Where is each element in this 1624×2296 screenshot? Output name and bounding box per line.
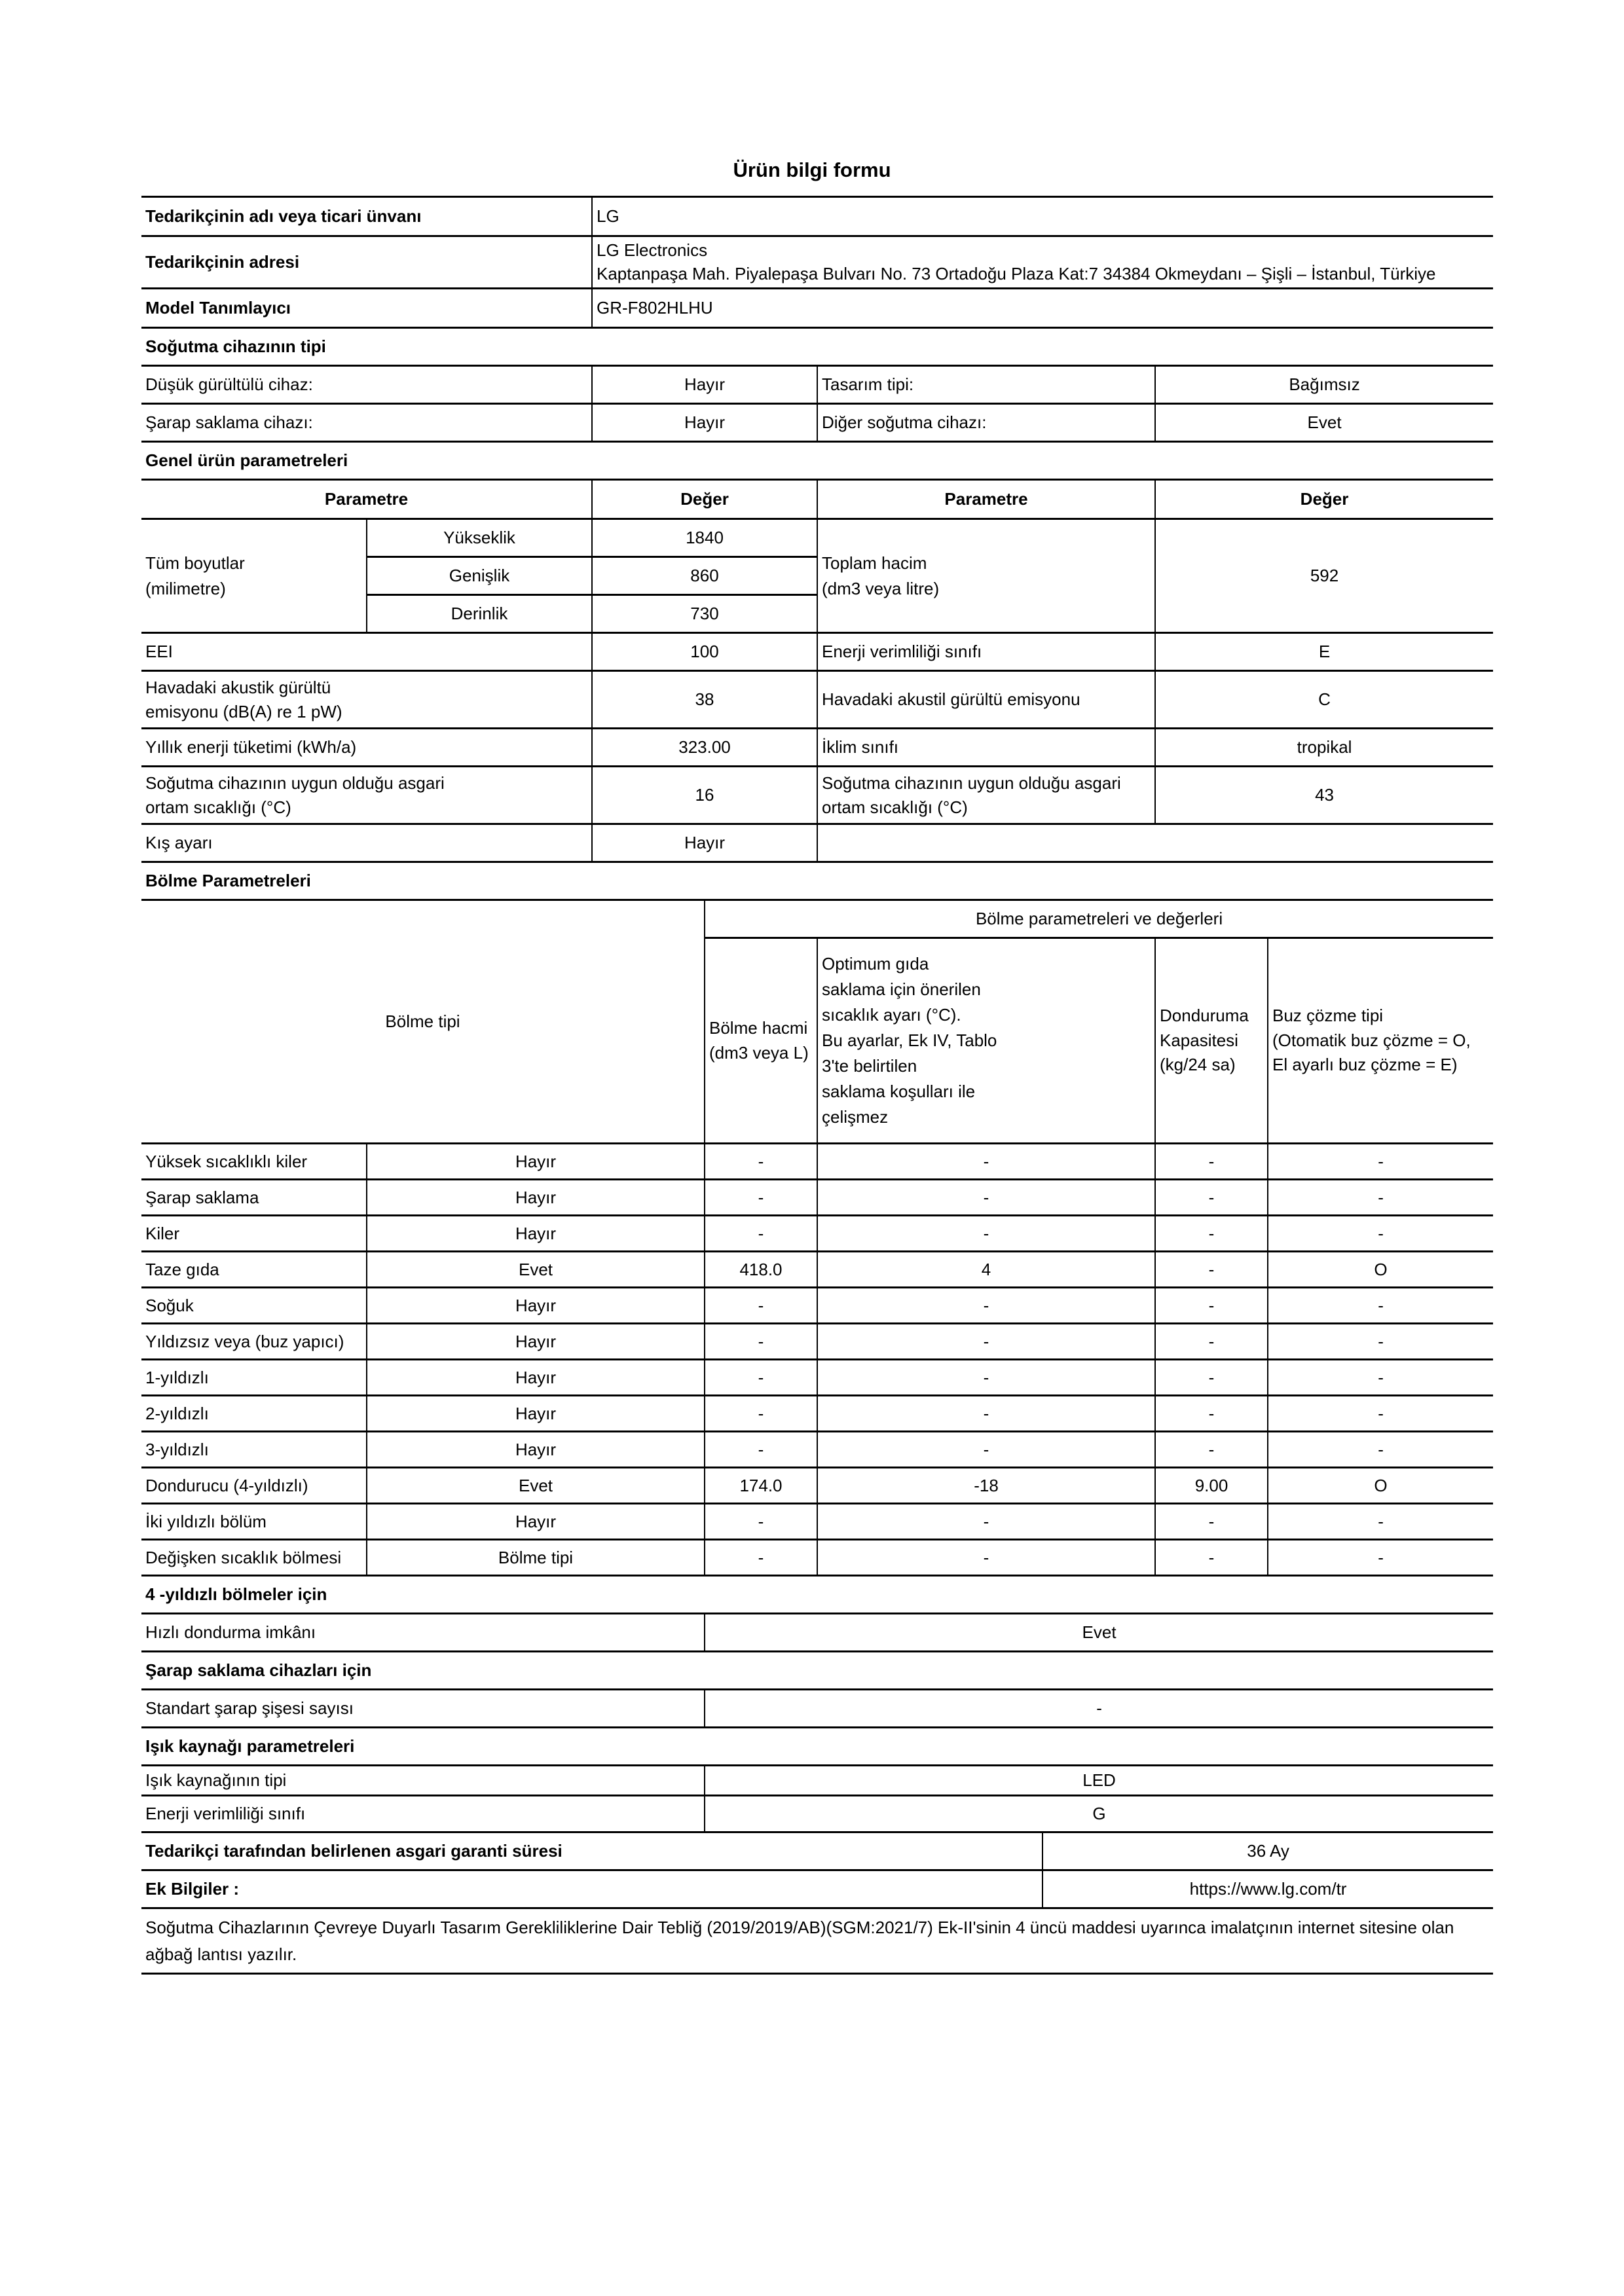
- compartment-freeze-capacity: -: [1155, 1360, 1268, 1396]
- compartment-volume: -: [705, 1360, 817, 1396]
- compartment-freeze-capacity: -: [1155, 1144, 1268, 1180]
- four-star-heading-row: [141, 1576, 1493, 1614]
- noise-value: 38: [592, 671, 817, 729]
- compartment-row: [141, 1432, 1493, 1468]
- temp-header-line: saklama koşulları ile: [822, 1082, 976, 1101]
- footer-note-row: [141, 1908, 1493, 1974]
- general-header-row: [141, 480, 1493, 519]
- compartment-temp: 4: [817, 1252, 1155, 1288]
- supplier-address-line1: LG Electronics: [597, 240, 708, 261]
- design-type-value: Bağımsız: [1155, 366, 1493, 404]
- value-header-left: Değer: [592, 480, 817, 519]
- noise-label-line2: emisyonu (dB(A) re 1 pW): [145, 701, 342, 721]
- compartment-present: Evet: [367, 1252, 705, 1288]
- width-value: 860: [592, 557, 817, 595]
- compartment-defrost: -: [1268, 1180, 1493, 1216]
- winter-value: Hayır: [592, 824, 817, 862]
- compartment-temp: -: [817, 1540, 1155, 1576]
- compartment-volume: -: [705, 1396, 817, 1432]
- compartment-defrost: -: [1268, 1432, 1493, 1468]
- compartment-defrost: -: [1268, 1144, 1493, 1180]
- max-temp-label: [817, 767, 1155, 824]
- compartment-name: İki yıldızlı bölüm: [141, 1504, 367, 1540]
- noise-label-line1: Havadaki akustik gürültü: [145, 678, 331, 698]
- climate-class-value: tropikal: [1155, 729, 1493, 767]
- light-type-value: LED: [705, 1766, 1493, 1796]
- compartment-freeze-capacity: -: [1155, 1180, 1268, 1216]
- supplier-address-label: Tedarikçinin adresi: [141, 236, 592, 289]
- compartment-name: 2-yıldızlı: [141, 1396, 367, 1432]
- compartment-type-header: Bölme tipi: [141, 900, 705, 1144]
- compartment-present: Hayır: [367, 1216, 705, 1252]
- compartment-volume: -: [705, 1504, 817, 1540]
- compartment-row: [141, 1216, 1493, 1252]
- light-heading-row: [141, 1728, 1493, 1766]
- compartment-freeze-capacity: 9.00: [1155, 1468, 1268, 1504]
- temp-header-line: Optimum gıda: [822, 954, 929, 974]
- compartment-defrost: -: [1268, 1540, 1493, 1576]
- compartment-row: [141, 1144, 1493, 1180]
- compartment-name: Dondurucu (4-yıldızlı): [141, 1468, 367, 1504]
- wine-bottles-row: [141, 1690, 1493, 1728]
- depth-label: Derinlik: [367, 595, 592, 633]
- max-temp-value: 43: [1155, 767, 1493, 824]
- appliance-type-heading: Soğutma cihazının tipi: [141, 328, 1493, 366]
- low-noise-row: [141, 366, 1493, 404]
- compartment-present: Hayır: [367, 1288, 705, 1324]
- energy-class-value: E: [1155, 633, 1493, 671]
- compartment-present: Hayır: [367, 1396, 705, 1432]
- min-temp-label-line1: Soğutma cihazının uygun olduğu asgari: [145, 773, 445, 793]
- extra-info-row: [141, 1870, 1493, 1908]
- compartment-defrost: -: [1268, 1324, 1493, 1360]
- climate-class-label: İklim sınıfı: [817, 729, 1155, 767]
- compartment-name: Değişken sıcaklık bölmesi: [141, 1540, 367, 1576]
- guarantee-row: [141, 1832, 1493, 1870]
- compartment-present: Hayır: [367, 1180, 705, 1216]
- compartment-row: [141, 1324, 1493, 1360]
- noise-label: [141, 671, 592, 729]
- wine-heading: Şarap saklama cihazları için: [141, 1652, 1493, 1690]
- eei-label: EEI: [141, 633, 592, 671]
- compartment-freeze-capacity: -: [1155, 1324, 1268, 1360]
- compartment-temp: -: [817, 1144, 1155, 1180]
- compartment-present: Hayır: [367, 1324, 705, 1360]
- defrost-header-line: El ayarlı buz çözme = E): [1272, 1055, 1458, 1075]
- wine-appliance-label: Şarap saklama cihazı:: [141, 404, 592, 442]
- height-label: Yükseklik: [367, 519, 592, 557]
- total-volume-label-line1: Toplam hacim: [822, 553, 927, 573]
- param-header-left: Parametre: [141, 480, 592, 519]
- volume-header: [705, 938, 817, 1144]
- total-volume-label: [817, 519, 1155, 633]
- general-heading: Genel ürün parametreleri: [141, 442, 1493, 480]
- annual-energy-label: Yıllık enerji tüketimi (kWh/a): [141, 729, 592, 767]
- compartment-volume: -: [705, 1432, 817, 1468]
- compartment-freeze-capacity: -: [1155, 1540, 1268, 1576]
- product-info-table: [141, 196, 1493, 1975]
- compartment-temp: -18: [817, 1468, 1155, 1504]
- freeze-capacity-header-line1: Donduruma Kapasitesi: [1160, 1005, 1249, 1050]
- other-appliance-value: Evet: [1155, 404, 1493, 442]
- compartment-defrost: -: [1268, 1504, 1493, 1540]
- fast-freeze-row: [141, 1614, 1493, 1652]
- compartment-volume: -: [705, 1324, 817, 1360]
- temp-header-line: sıcaklık ayarı (°C).: [822, 1005, 961, 1025]
- defrost-header: [1268, 938, 1493, 1144]
- volume-header-line1: Bölme hacmi: [709, 1017, 808, 1038]
- footer-note: Soğutma Cihazlarının Çevreye Duyarlı Tasarım Gerekliliklerine Dair Tebliğ (2019/2019/AB)(SGM:2021/7) Ek-II'sinin 4 üncü maddesi uyarınca imalatçının internet sitesine olan ağbağ lantısı yazılır.: [141, 1908, 1493, 1974]
- winter-label: Kış ayarı: [141, 824, 592, 862]
- compartment-present: Hayır: [367, 1360, 705, 1396]
- compartment-freeze-capacity: -: [1155, 1396, 1268, 1432]
- light-class-row: [141, 1796, 1493, 1832]
- compartment-name: Şarap saklama: [141, 1180, 367, 1216]
- model-label: Model Tanımlayıcı: [141, 289, 592, 328]
- min-temp-value: 16: [592, 767, 817, 824]
- compartment-volume: -: [705, 1180, 817, 1216]
- compartment-volume: 174.0: [705, 1468, 817, 1504]
- compartment-defrost: -: [1268, 1396, 1493, 1432]
- low-noise-label: Düşük gürültülü cihaz:: [141, 366, 592, 404]
- min-temp-label-line2: ortam sıcaklığı (°C): [145, 797, 291, 817]
- compartment-row: [141, 1504, 1493, 1540]
- winter-empty-cell: [817, 824, 1493, 862]
- fast-freeze-label: Hızlı dondurma imkânı: [141, 1614, 705, 1652]
- winter-row: [141, 824, 1493, 862]
- compartment-name: Yıldızsız veya (buz yapıcı): [141, 1324, 367, 1360]
- annual-energy-value: 323.00: [592, 729, 817, 767]
- temp-header-line: saklama için önerilen: [822, 979, 981, 999]
- compartment-volume: -: [705, 1288, 817, 1324]
- compartment-temp: -: [817, 1504, 1155, 1540]
- compartment-defrost: -: [1268, 1216, 1493, 1252]
- min-temp-label: [141, 767, 592, 824]
- noise-class-value: C: [1155, 671, 1493, 729]
- supplier-name-value: LG: [592, 197, 1493, 236]
- model-row: [141, 289, 1493, 328]
- temp-header-line: Bu ayarlar, Ek IV, Tablo: [822, 1030, 997, 1050]
- product-info-form: [141, 196, 1493, 1975]
- wine-appliance-value: Hayır: [592, 404, 817, 442]
- appliance-type-heading-row: [141, 328, 1493, 366]
- compartment-row: [141, 1468, 1493, 1504]
- noise-row: [141, 671, 1493, 729]
- light-type-row: [141, 1766, 1493, 1796]
- compartment-row: [141, 1288, 1493, 1324]
- wine-bottles-label: Standart şarap şişesi sayısı: [141, 1690, 705, 1728]
- page-title: Ürün bilgi formu: [733, 158, 891, 181]
- compartment-freeze-capacity: -: [1155, 1432, 1268, 1468]
- compartment-name: Yüksek sıcaklıklı kiler: [141, 1144, 367, 1180]
- height-value: 1840: [592, 519, 817, 557]
- supplier-name-row: [141, 197, 1493, 236]
- low-noise-value: Hayır: [592, 366, 817, 404]
- compartment-temp: -: [817, 1360, 1155, 1396]
- light-class-label: Enerji verimliliği sınıfı: [141, 1796, 705, 1832]
- defrost-header-line: (Otomatik buz çözme = O,: [1272, 1030, 1471, 1050]
- compartment-defrost: O: [1268, 1252, 1493, 1288]
- compartment-name: Soğuk: [141, 1288, 367, 1324]
- wine-appliance-row: [141, 404, 1493, 442]
- value-header-right: Değer: [1155, 480, 1493, 519]
- wine-heading-row: [141, 1652, 1493, 1690]
- dimensions-row-height: [141, 519, 1493, 557]
- compartment-temp: -: [817, 1432, 1155, 1468]
- compartment-params-header: Bölme parametreleri ve değerleri: [705, 900, 1493, 938]
- freeze-capacity-header-line2: (kg/24 sa): [1160, 1055, 1236, 1075]
- compartment-row: [141, 1180, 1493, 1216]
- fast-freeze-value: Evet: [705, 1614, 1493, 1652]
- compartment-freeze-capacity: -: [1155, 1216, 1268, 1252]
- compartment-name: 3-yıldızlı: [141, 1432, 367, 1468]
- defrost-header-line: Buz çözme tipi: [1272, 1005, 1384, 1025]
- ambient-temp-row: [141, 767, 1493, 824]
- total-volume-value: 592: [1155, 519, 1493, 633]
- dimensions-label-line2: (milimetre): [145, 578, 226, 598]
- freeze-capacity-header: [1155, 938, 1268, 1144]
- compartment-row: [141, 1396, 1493, 1432]
- design-type-label: Tasarım tipi:: [817, 366, 1155, 404]
- compartments-heading-row: [141, 862, 1493, 900]
- noise-class-label: Havadaki akustil gürültü emisyonu: [817, 671, 1155, 729]
- supplier-name-label: Tedarikçinin adı veya ticari ünvanı: [141, 197, 592, 236]
- extra-info-label: Ek Bilgiler :: [141, 1870, 1043, 1908]
- energy-class-label: Enerji verimliliği sınıfı: [817, 633, 1155, 671]
- wine-bottles-value: -: [705, 1690, 1493, 1728]
- compartment-freeze-capacity: -: [1155, 1288, 1268, 1324]
- temp-header: [817, 938, 1155, 1144]
- compartment-temp: -: [817, 1324, 1155, 1360]
- annual-energy-row: [141, 729, 1493, 767]
- light-class-value: G: [705, 1796, 1493, 1832]
- volume-header-line2: (dm3 veya L): [709, 1042, 809, 1063]
- compartment-rows: [141, 1144, 1493, 1576]
- compartment-defrost: -: [1268, 1288, 1493, 1324]
- supplier-address-line2: Kaptanpaşa Mah. Piyalepaşa Bulvarı No. 73 Ortadoğu Plaza Kat:7 34384 Okmeydanı – Şişli – İstanbul, Türkiye: [597, 263, 1436, 283]
- compartment-freeze-capacity: -: [1155, 1504, 1268, 1540]
- general-heading-row: [141, 442, 1493, 480]
- compartment-volume: -: [705, 1540, 817, 1576]
- max-temp-label-line2: ortam sıcaklığı (°C): [822, 797, 968, 817]
- dimensions-label-line1: Tüm boyutlar: [145, 553, 245, 573]
- light-type-label: Işık kaynağının tipi: [141, 1766, 705, 1796]
- compartment-temp: -: [817, 1180, 1155, 1216]
- eei-value: 100: [592, 633, 817, 671]
- extra-info-value[interactable]: https://www.lg.com/tr: [1043, 1870, 1493, 1908]
- compartment-volume: -: [705, 1216, 817, 1252]
- depth-value: 730: [592, 595, 817, 633]
- compartment-defrost: O: [1268, 1468, 1493, 1504]
- compartment-volume: 418.0: [705, 1252, 817, 1288]
- compartments-group-row: [141, 900, 1493, 938]
- guarantee-label: Tedarikçi tarafından belirlenen asgari garanti süresi: [141, 1832, 1043, 1870]
- width-label: Genişlik: [367, 557, 592, 595]
- dimensions-label: [141, 519, 367, 633]
- compartment-freeze-capacity: -: [1155, 1252, 1268, 1288]
- light-heading: Işık kaynağı parametreleri: [141, 1728, 1493, 1766]
- compartment-present: Evet: [367, 1468, 705, 1504]
- compartment-present: Hayır: [367, 1432, 705, 1468]
- compartment-temp: -: [817, 1288, 1155, 1324]
- temp-header-line: 3'te belirtilen: [822, 1056, 917, 1076]
- supplier-address-row: [141, 236, 1493, 289]
- model-value: GR-F802HLHU: [592, 289, 1493, 328]
- max-temp-label-line1: Soğutma cihazının uygun olduğu asgari: [822, 773, 1121, 793]
- compartment-name: Taze gıda: [141, 1252, 367, 1288]
- compartment-defrost: -: [1268, 1360, 1493, 1396]
- compartment-row: [141, 1360, 1493, 1396]
- compartment-present: Hayır: [367, 1504, 705, 1540]
- total-volume-label-line2: (dm3 veya litre): [822, 578, 940, 598]
- eei-row: [141, 633, 1493, 671]
- temp-header-line: çelişmez: [822, 1107, 889, 1127]
- guarantee-value: 36 Ay: [1043, 1832, 1493, 1870]
- param-header-right: Parametre: [817, 480, 1155, 519]
- compartment-present: Hayır: [367, 1144, 705, 1180]
- compartment-name: 1-yıldızlı: [141, 1360, 367, 1396]
- compartment-temp: -: [817, 1396, 1155, 1432]
- compartment-row: [141, 1540, 1493, 1576]
- compartments-heading: Bölme Parametreleri: [141, 862, 1493, 900]
- other-appliance-label: Diğer soğutma cihazı:: [817, 404, 1155, 442]
- compartment-name: Kiler: [141, 1216, 367, 1252]
- compartment-row: [141, 1252, 1493, 1288]
- supplier-address-value: [592, 236, 1493, 289]
- compartment-temp: -: [817, 1216, 1155, 1252]
- compartment-volume: -: [705, 1144, 817, 1180]
- compartment-present: Bölme tipi: [367, 1540, 705, 1576]
- four-star-heading: 4 -yıldızlı bölmeler için: [141, 1576, 1493, 1614]
